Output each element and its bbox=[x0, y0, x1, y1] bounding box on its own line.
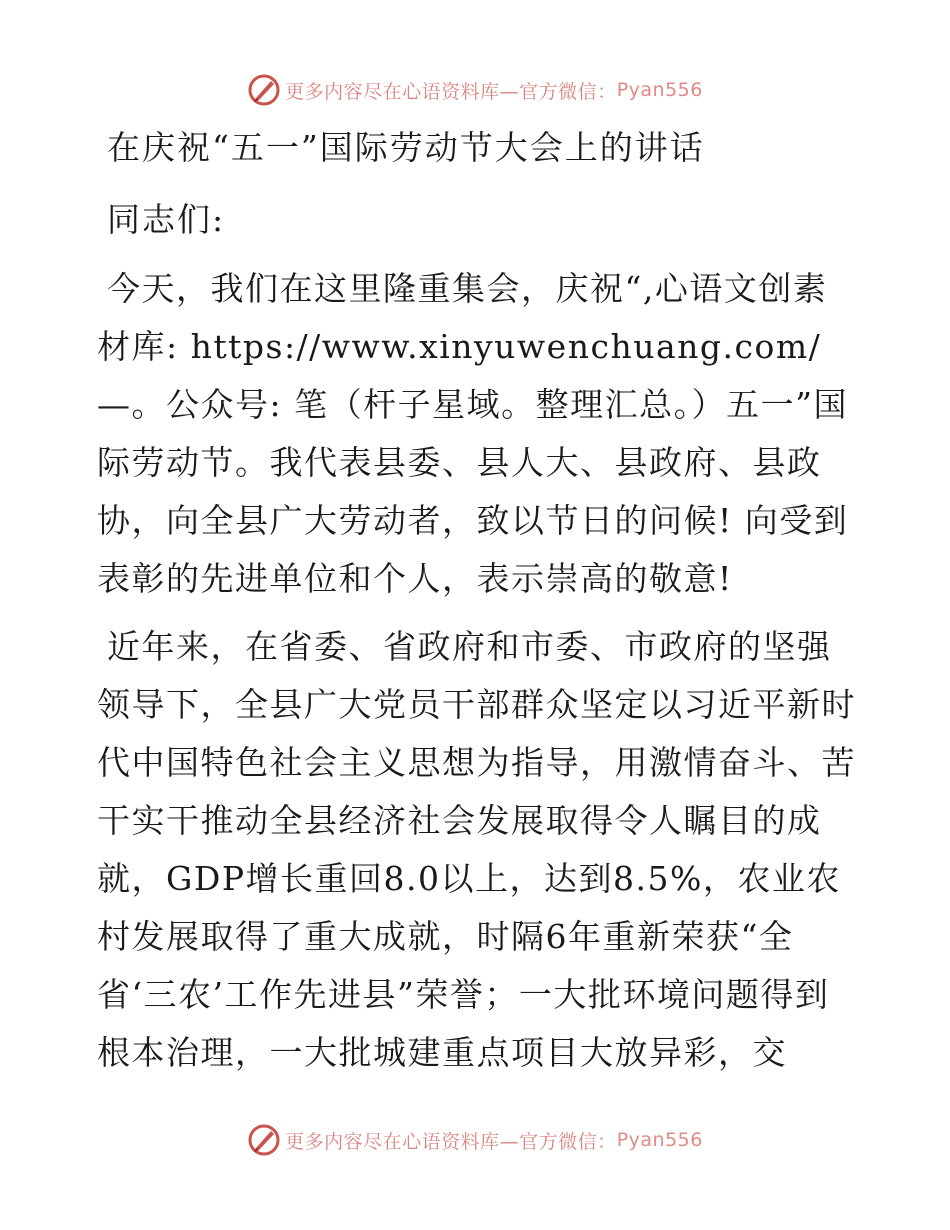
banner-separator: —官方微信： bbox=[499, 80, 617, 103]
banner-text: 更多内容尽在心语资料库 bbox=[285, 80, 500, 103]
paragraph: 今天，我们在这里隆重集会，庆祝“,心语文创素材库: https://www.xinyuwenchuang.com/—。公众号: 笔（杆子星域。整理汇总。）五一”国际劳动节。我代表县委、县人大、县政府、县政协，向全县广大劳动者，致以节日的问候! 向受到表彰的先进单位和个人，表示崇高的敬意! bbox=[97, 269, 849, 598]
banner-text: 更多内容尽在心语资料库 bbox=[285, 1130, 500, 1153]
banner-separator: —官方微信： bbox=[499, 1130, 617, 1153]
wechat-id: Pyan556 bbox=[616, 1129, 703, 1151]
footer-banner bbox=[0, 1120, 950, 1160]
document-title: 在庆祝“五一”国际劳动节大会上的讲话 bbox=[107, 128, 705, 167]
paragraph: 近年来，在省委、省政府和市委、市政府的坚强领导下，全县广大党员干部群众坚定以习近平新时代中国特色社会主义思想为指导，用激情奋斗、苦干实干推动全县经济社会发展取得令人瞩目的成就，GDP增长重回8.0以上，达到8.5%，农业农村发展取得了重大成就，时隔6年重新荣获“全省‘三农’工作先进县”荣誉；一大批环境问题得到根本治理，一大批城建重点项目大放异彩，交 bbox=[97, 627, 856, 1072]
wechat-id: Pyan556 bbox=[616, 79, 703, 101]
salutation: 同志们: bbox=[107, 200, 226, 239]
header-banner bbox=[0, 70, 950, 110]
document-body bbox=[97, 118, 857, 1082]
quill-logo-icon bbox=[247, 73, 281, 107]
quill-logo-icon bbox=[247, 1123, 281, 1157]
